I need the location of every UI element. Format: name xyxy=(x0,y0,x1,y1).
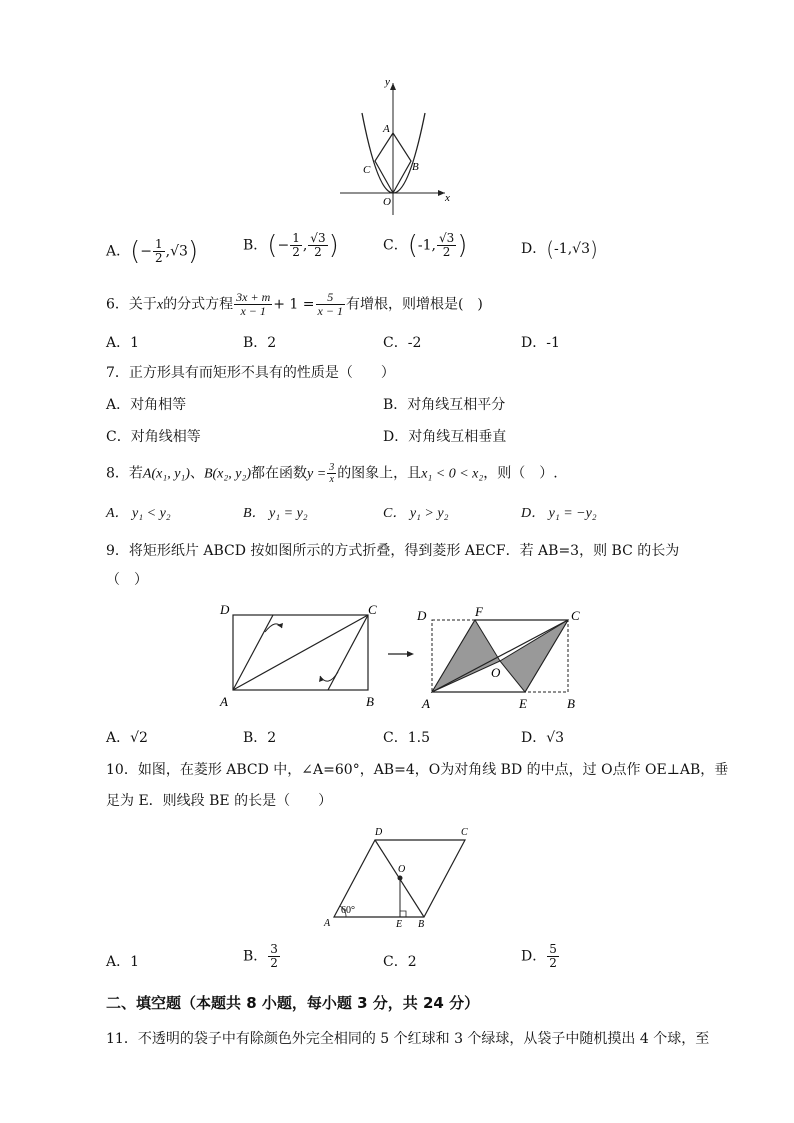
q10-option-b[interactable]: B． $\frac{3}{2}$ xyxy=(243,942,278,970)
label-B: B xyxy=(418,919,425,930)
q10-stem-line1: 10．如图，在菱形 ABCD 中，∠A=60°，AB=4，O为对角线 BD 的中点，过 O点作 OE⊥AB，垂 xyxy=(106,762,729,778)
shaded-triangle-left xyxy=(432,620,500,692)
label-O: O xyxy=(491,665,501,680)
label-D-right: D xyxy=(417,608,427,623)
label-C-right: C xyxy=(571,608,580,623)
q6-option-a[interactable]: A．1 xyxy=(106,335,140,351)
diagonal-AC-right xyxy=(432,620,568,692)
q9-option-b[interactable]: B．2 xyxy=(243,730,277,746)
q7-option-c[interactable]: C．对角线相等 xyxy=(106,429,201,445)
q10-option-c[interactable]: C．2 xyxy=(383,954,417,970)
q10-rhombus-figure xyxy=(320,822,480,932)
label-O: O xyxy=(398,864,406,875)
label-O: O xyxy=(383,196,391,208)
q9-stem-line2: （ ） xyxy=(106,572,148,588)
q10-option-d[interactable]: D． $\frac{5}{2}$ xyxy=(521,942,557,970)
q11-stem: 11．不透明的袋子中有除颜色外完全相同的 5 个红球和 3 个绿球，从袋子中随机摸出 4 个球，至 xyxy=(106,1031,710,1047)
label-B-right: B xyxy=(567,696,575,711)
q8-option-c[interactable]: C． y₁ > y₂ xyxy=(383,506,449,521)
label-C: C xyxy=(368,602,377,617)
q7-stem: 7．正方形具有而矩形不具有的性质是（ ） xyxy=(106,365,395,381)
q8-option-a[interactable]: A． y₁ < y₂ xyxy=(106,506,171,521)
label-A: A xyxy=(324,918,331,929)
q10-option-a[interactable]: A．1 xyxy=(106,954,140,970)
q9-option-a[interactable]: A．√2 xyxy=(106,730,148,746)
label-C: C xyxy=(461,827,468,838)
q7-option-a[interactable]: A．对角相等 xyxy=(106,397,187,413)
q8-stem: 8．若A(x₁, y₁)、B(x₂, y₂)都在函数y = $\frac{3}{x}$ 的图象上，且x₁ < 0 < x₂，则（ ）. xyxy=(106,462,558,485)
q6-option-b[interactable]: B．2 xyxy=(243,335,277,351)
q8-option-b[interactable]: B． y₁ = y₂ xyxy=(243,506,308,521)
shaded-triangle-right xyxy=(500,620,568,692)
angle-label: 60° xyxy=(341,905,355,916)
q9-option-c[interactable]: C．1.5 xyxy=(383,730,430,746)
q9-option-d[interactable]: D．√3 xyxy=(521,730,565,746)
q9-stem-line1: 9．将矩形纸片 ABCD 按如图所示的方式折叠，得到菱形 AECF．若 AB=3，则 BC 的长为 xyxy=(106,543,680,559)
label-F: F xyxy=(475,604,483,619)
q7-option-d[interactable]: D．对角线互相垂直 xyxy=(383,429,507,445)
label-x: x xyxy=(445,192,450,204)
q7-option-b[interactable]: B．对角线互相平分 xyxy=(383,397,506,413)
section-heading-fill-in: 二、填空题（本题共 8 小题，每小题 3 分，共 24 分） xyxy=(106,994,480,1012)
label-A: A xyxy=(220,694,228,709)
q5-option-a[interactable]: A．(− $\frac{1}{2}$ ,√3) xyxy=(106,236,199,267)
q6-option-d[interactable]: D．-1 xyxy=(521,335,560,351)
right-angle-mark xyxy=(400,911,406,917)
label-A: A xyxy=(383,123,390,135)
q10-stem-line2: 足为 E．则线段 BE 的长是（ ） xyxy=(106,793,333,809)
q5-option-b[interactable]: B．(− $\frac{1}{2}$ , $\frac{√3}{2}$ ) xyxy=(243,230,339,261)
label-D: D xyxy=(220,602,230,617)
q8-option-d[interactable]: D． y₁ = −y₂ xyxy=(521,506,597,521)
label-B: B xyxy=(366,694,374,709)
point-O xyxy=(398,876,403,881)
label-y: y xyxy=(385,76,390,88)
label-E: E xyxy=(519,696,527,711)
label-D: D xyxy=(375,827,383,838)
q6-option-c[interactable]: C．-2 xyxy=(383,335,422,351)
q9-fold-figure xyxy=(210,598,590,713)
parabola-figure xyxy=(335,75,455,217)
label-E: E xyxy=(396,919,403,930)
label-A-right: A xyxy=(422,696,430,711)
label-C: C xyxy=(363,164,371,176)
q5-option-d[interactable]: D．(-1,√3) xyxy=(521,237,598,261)
label-B: B xyxy=(412,161,419,173)
q5-option-c[interactable]: C．(-1, $\frac{√3}{2}$ ) xyxy=(383,230,468,261)
q6-stem: 6．关于x的分式方程 $\frac{3x + m}{x - 1}$ + 1 = $\frac{5}{x - 1}$ 有增根，则增根是( ) xyxy=(106,290,483,318)
